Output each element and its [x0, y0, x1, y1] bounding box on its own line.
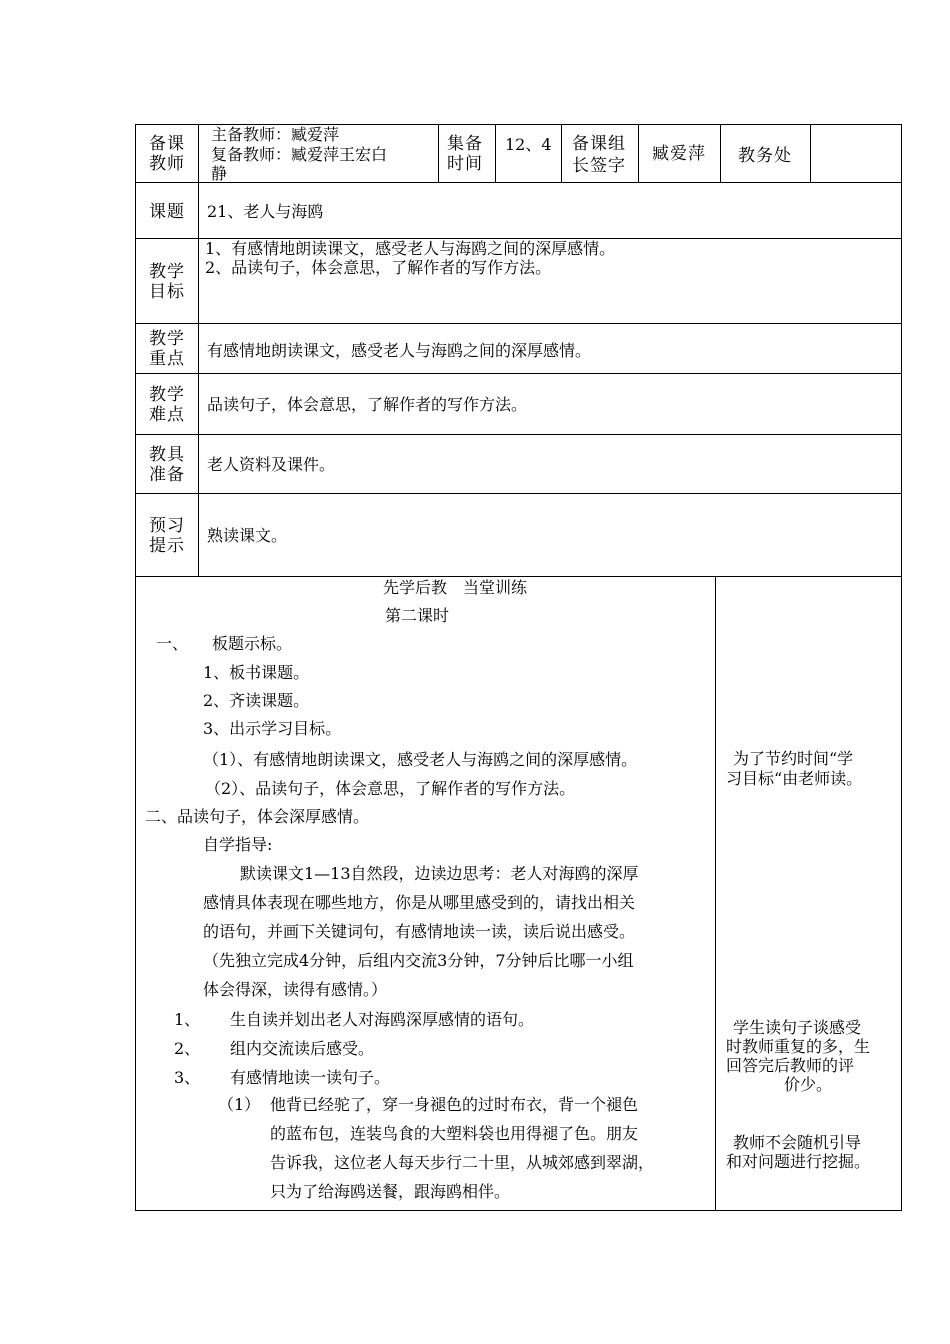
- sub-teacher: 静: [211, 164, 228, 183]
- table-border: [135, 124, 136, 1210]
- reflection-note: 习目标“由老师读。: [726, 769, 863, 788]
- leader-sign-name: 臧爱萍: [652, 144, 706, 164]
- list-item: 有感情地读一读句子。: [230, 1068, 391, 1087]
- key-point-label: 重点: [149, 349, 185, 369]
- step-heading: 二、品读句子，体会深厚感情。: [145, 807, 370, 826]
- section-title: 先学后教 当堂训练: [383, 578, 528, 597]
- goal-item: 1、有感情地朗读课文，感受老人与海鸥之间的深厚感情。: [205, 239, 616, 258]
- table-border: [135, 182, 902, 183]
- prep-teacher-label: 教师: [149, 154, 185, 174]
- goal-label: 教学: [149, 262, 185, 282]
- step-item: （2）、品读句子，体会意思，了解作者的写作方法。: [205, 779, 576, 798]
- quote-text: 告诉我，这位老人每天步行二十里，从城郊感到翠湖，: [270, 1153, 655, 1172]
- table-border: [135, 576, 902, 577]
- table-border: [715, 576, 716, 1210]
- reflection-note: 回答完后教师的评: [726, 1056, 855, 1075]
- table-border: [198, 124, 199, 576]
- tools-label: 准备: [149, 465, 185, 485]
- reflection-note: 教师不会随机引导: [733, 1133, 862, 1152]
- reflection-note: 学生读句子谈感受: [733, 1018, 862, 1037]
- tools-label: 教具: [149, 445, 185, 465]
- prep-teacher-label: 备课: [149, 134, 185, 154]
- step-item: （1）、有感情地朗读课文，感受老人与海鸥之间的深厚感情。: [203, 750, 638, 769]
- quote-number: （1）: [218, 1095, 261, 1114]
- difficulty-label: 教学: [149, 385, 185, 405]
- difficulty-value: 品读句子，体会意思，了解作者的写作方法。: [207, 395, 528, 414]
- table-border: [135, 323, 902, 324]
- guide-text: （先独立完成4分钟，后组内交流3分钟，7分钟后比哪一小组: [203, 951, 634, 970]
- table-border: [495, 124, 496, 182]
- reflection-note: 为了节约时间“学: [733, 749, 854, 768]
- quote-text: 只为了给海鸥送餐，跟海鸥相伴。: [270, 1182, 511, 1201]
- group-date: 12、4: [505, 135, 552, 154]
- table-border: [561, 124, 562, 182]
- list-number: 3、: [174, 1068, 201, 1087]
- quote-text: 的蓝布包，连装鸟食的大塑料袋也用得褪了色。朋友: [270, 1124, 639, 1143]
- step-heading: 一、 板题示标。: [156, 634, 293, 653]
- reflection-note: 价少。: [784, 1075, 833, 1094]
- list-item: 生自读并划出老人对海鸥深厚感情的语句。: [230, 1010, 535, 1029]
- office-label: 教务处: [738, 146, 792, 166]
- main-teacher: 主备教师：臧爱萍: [211, 125, 340, 144]
- tools-value: 老人资料及课件。: [207, 455, 336, 474]
- table-border: [638, 124, 639, 182]
- reflection-note: 和对问题进行挖掘。: [726, 1152, 871, 1171]
- guide-text: 感情具体表现在哪些地方，你是从哪里感受到的，请找出相关: [203, 893, 636, 912]
- key-point-value: 有感情地朗读课文，感受老人与海鸥之间的深厚感情。: [207, 341, 592, 360]
- preview-label: 提示: [149, 536, 185, 556]
- quote-text: 他背已经驼了，穿一身褪色的过时布衣，背一个褪色: [270, 1095, 639, 1114]
- key-point-label: 教学: [149, 329, 185, 349]
- list-number: 1、: [174, 1010, 201, 1029]
- goal-item: 2、品读句子，体会意思，了解作者的写作方法。: [205, 258, 552, 277]
- table-border: [135, 373, 902, 374]
- group-time-label: 集备: [447, 134, 483, 154]
- step-item: 1、板书课题。: [203, 663, 310, 682]
- step-item: 3、出示学习目标。: [203, 719, 342, 738]
- table-border: [135, 1210, 902, 1211]
- list-number: 2、: [174, 1039, 201, 1058]
- table-border: [135, 493, 902, 494]
- goal-label: 目标: [149, 282, 185, 302]
- preview-label: 预习: [149, 516, 185, 536]
- leader-sign-label: 长签字: [572, 156, 626, 176]
- table-border: [135, 434, 902, 435]
- group-time-label: 时间: [447, 154, 483, 174]
- guide-text: 默读课文1—13自然段，边读边思考：老人对海鸥的深厚: [240, 864, 639, 883]
- topic-label: 课题: [149, 202, 185, 222]
- guide-heading: 自学指导:: [203, 835, 273, 854]
- section-subtitle: 第二课时: [385, 606, 450, 625]
- guide-text: 的语句，并画下关键词句，有感情地读一读，读后说出感受。: [203, 922, 636, 941]
- table-border: [901, 124, 902, 1210]
- leader-sign-label: 备课组: [572, 134, 626, 154]
- table-border: [720, 124, 721, 182]
- list-item: 组内交流读后感受。: [230, 1039, 375, 1058]
- difficulty-label: 难点: [149, 405, 185, 425]
- step-item: 2、齐读课题。: [203, 691, 310, 710]
- sub-teacher: 复备教师：臧爱萍王宏白: [211, 145, 388, 164]
- guide-text: 体会得深，读得有感情。）: [203, 980, 388, 999]
- preview-value: 熟读课文。: [207, 526, 288, 545]
- table-border: [438, 124, 439, 182]
- table-border: [810, 124, 811, 182]
- topic-value: 21、老人与海鸥: [207, 202, 324, 221]
- reflection-note: 时教师重复的多，生: [726, 1037, 871, 1056]
